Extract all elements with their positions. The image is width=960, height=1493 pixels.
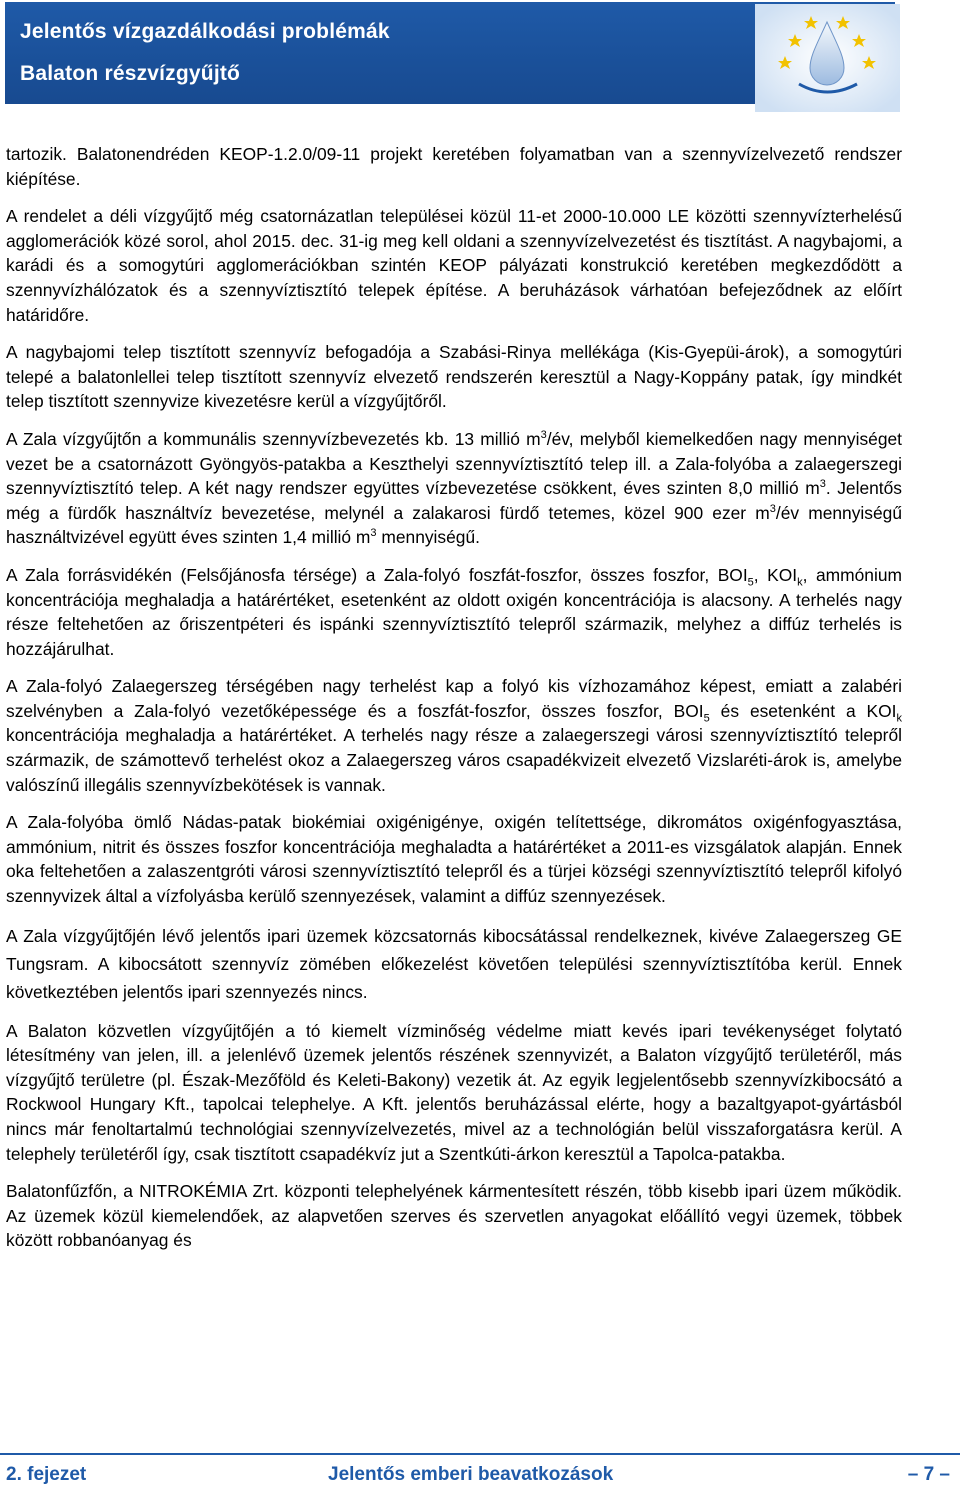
document-body — [6, 142, 902, 1266]
footer-divider — [0, 1453, 960, 1455]
paragraph-8: A Balaton közvetlen vízgyűjtőjén a tó kiemelt vízminőség védelme miatt kevés ipari tevékenységet folytató létesítmény van jelen, ill. a jelenlévő üzemek jelentős részének szennyvizét, a Balaton vízgyűjtő területéről, más vízgyűjtő területre (pl. Észak-Mezőföld és Keleti-Bakony) vezetik át. Az egyik legjelentősebb szennyvízkibocsátó a Rockwool Hungary Kft., tapolcai telephelye. A Kft. jelentős beruházással elérte, hogy a bazaltgyapot-gyártásból nincs már fenoltartalmú technológiai szennyvízelvezetés, mivel az a technológián belül visszaforgatásra kerül. A telephely területéről így, csak tisztított csapadékvíz jut a Szentkúti-árkon keresztül a Tapolca-patakba. — [6, 1020, 902, 1164]
header-title: Jelentős vízgazdálkodási problémák — [20, 20, 390, 43]
paragraph-5: A Zala-folyó Zalaegerszeg térségében nagy terhelést kap a folyó kis vízhozamához képest, emiatt a zalabéri szelvényben a Zala-folyó vezetőképessége és a foszfát-foszfor, összes foszfor, $BOI_5$ és esetenként a $KOI_k$ koncentrációja meghaladja a határértéket. A terhelés nagy része a zalaegerszegi városi szennyvíztisztító telepről származik, de számottevő terhelést okoz a Zalaegerszeg város csapadékvizeit elvezető Vizslaréti-árok is, amelybe valószínű illegális szennyvízbekötések is vannak. — [6, 676, 902, 795]
footer-title: Jelentős emberi beavatkozások — [328, 1464, 614, 1485]
paragraph-2: A nagybajomi telep tisztított szennyvíz befogadója a Szabási-Rinya mellékága (Kis-Gyepüi-árok), a somogytúri telepé a balatonlellei telep tisztított szennyvíz elvezető rendszerén keresztül a Nagy-Koppány patak, így mindkét telep tisztított szennyvize kivezetésre kerül a vízgyűjtőről. — [6, 342, 902, 412]
paragraph-3: A Zala vízgyűjtőn a kommunális szennyvízbevezetés kb. 13 millió $m^3/év$, melyből kiemelkedően nagy mennyiséget vezet be a csatornázott Gyöngyös-patakba a Keszthelyi szennyvíztisztító telep ill. a Zala-folyóba a zalaegerszegi szennyvíztisztító telep. A két nagy rendszer együttes vízbevezetése csökkent, éves szinten 8,0 millió $m^3$. Jelentős még a fürdők használtvíz bevezetése, melynél a zalakarosi fürdő tetemes, közel 900 ezer $m^3/év$ mennyiségű használtvizével együtt éves szinten 1,4 millió $m^3$ mennyiségű. — [6, 428, 902, 548]
paragraph-7: A Zala vízgyűjtőjén lévő jelentős ipari üzemek közcsatornás kibocsátással rendelkeznek, kivéve Zalaegerszeg GE Tungsram. A kibocsátott szennyvíz zömében előkezelést követően települési szennyvíztisztítóba kerül. Ennek következtében jelentős ipari szennyezés nincs. — [6, 925, 902, 1002]
paragraph-6: A Zala-folyóba ömlő Nádas-patak biokémiai oxigénigénye, oxigén telítettsége, dikromátos oxigénfogyasztása, ammónium, nitrit és összes foszfor koncentrációja meghaladta a határértéket a 2011-es vizsgálatok alapján. Ennek oka feltehetően a zalaszentgróti városi szennyvíztisztító telepről és a türjei községi szennyvíztisztító telepről kifolyó szennyvizek által a vízfolyásba kerülő szennyezések, valamint a diffúz szennyezések. — [6, 812, 902, 907]
eu-water-drop-stars-icon — [755, 4, 900, 112]
header-subtitle: Balaton részvízgyűjtő — [20, 62, 241, 85]
page-footer — [6, 1464, 956, 1492]
page-number: – 7 – — [907, 1464, 950, 1485]
paragraph-9: Balatonfűzfőn, a NITROKÉMIA Zrt. központi telephelyének kármentesített részén, több kisebb ipari üzem működik. Az üzemek közül kiemelendőek, az alapvetően szerves és szervetlen anyagokat előállító vegyi üzemek, többek között robbanóanyag és — [6, 1181, 902, 1251]
footer-chapter: 2. fejezet — [6, 1464, 87, 1485]
paragraph-1: A rendelet a déli vízgyűjtő még csatornázatlan települései közül 11-et 2000-10.000 LE közötti szennyvízterhelésű agglomerációk közé sorol, ahol 2015. dec. 31-ig meg kell oldani a szennyvízelvezetést és tisztítást. A nagybajomi, a karádi és a somogytúri agglomerációkban szintén KEOP pályázati konstrukció keretében megkezdődött a szennyvízhálózatok és a szennyvíztisztító telepek építése. A beruházások várhatóan befejeződnek az előírt határidőre. — [6, 206, 902, 325]
paragraph-0: tartozik. Balatonendréden KEOP-1.2.0/09-11 projekt keretében folyamatban van a szennyvízelvezető rendszer kiépítése. — [6, 144, 902, 189]
paragraph-4: A Zala forrásvidékén (Felsőjánosfa térsége) a Zala-folyó foszfát-foszfor, összes foszfor, $BOI_5$, $KOI_k$, ammónium koncentrációja meghaladja a határértéket, esetenként az oldott oxigén koncentrációja is alacsony. A terhelés nagy része feltehetően az őriszentpéteri és ispánki szennyvíztisztító telepről származik, melyhez a diffúz terhelés is hozzájárulhat. — [6, 564, 902, 659]
